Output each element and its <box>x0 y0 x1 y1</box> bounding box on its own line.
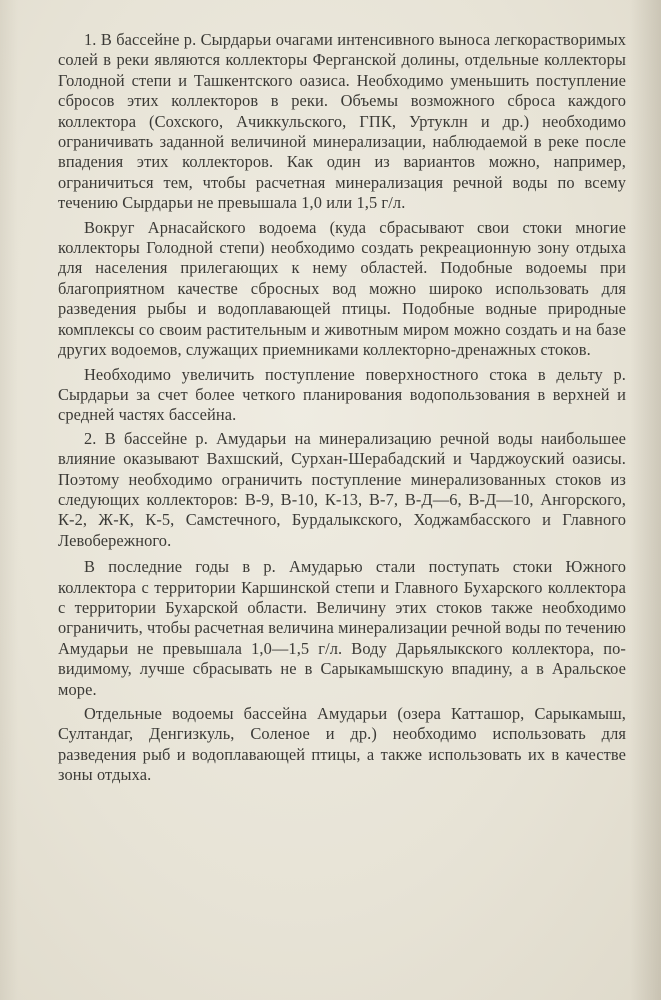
paragraph-amudarya-lakes: Отдельные водоемы бассейна Амударьи (озера Катташор, Сарыкамыш, Султандаг, Денгизкуль, Соленое и др.) необходимо использовать для разведения рыб и водоплавающей птицы, а также использовать их в качестве зоны отдыха. <box>58 704 626 785</box>
paragraph-amudarya-oases: 2. В бассейне р. Амударьи на минерализацию речной воды наибольшее влияние оказывают Вахшский, Сурхан-Шерабадский и Чарджоуский оазисы. Поэтому необходимо ограничить поступление минерализованных стоков из следующих коллекторов: В-9, В-10, К-13, В-7, В-Д—6, В-Д—10, Ангорского, К-2, Ж-К, К-5, Самстечного, Бурдалыкского, Ходжамбасского и Главного Левобережного. <box>58 428 626 550</box>
paragraph-syrdarya-collectors: 1. В бассейне р. Сырдарьи очагами интенсивного выноса легкорастворимых солей в реки являются коллекторы Ферганской долины, отдельные коллекторы Голодной степи и Ташкентского оазиса. Необходимо уменьшить поступление сбросов этих коллекторов в реки. Объемы возможного сброса каждого коллектора (Сохского, Ачиккульского, ГПК, Уртуклн и др.) необходимо ограничивать заданной величиной минерализации, наблюдаемой в реке после впадения этих коллекторов. Как один из вариантов можно, например, ограничиться тем, чтобы расчетная минерализация речной воды по всему течению Сырдарьи не превышала 1,0 или 1,5 г/л. <box>58 30 626 213</box>
paragraph-syrdarya-delta: Необходимо увеличить поступление поверхностного стока в дельту р. Сырдарьи за счет более четкого планирования водопользования в верхней и средней частях бассейна. <box>58 364 626 425</box>
paragraph-arnasay-reservoir: Вокруг Арнасайского водоема (куда сбрасывают свои стоки многие коллекторы Голодной степи) необходимо создать рекреационную зону отдыха для населения прилегающих к нему областей. Подобные водоемы при благоприятном качестве сбросных вод можно широко использовать для разведения рыбы и водоплавающей птицы. Подобные водные природные комплексы со своим растительным и животным миром можно создать и на базе других водоемов, служащих приемниками коллекторно-дренажных стоков. <box>58 217 626 360</box>
page-text <box>58 30 626 790</box>
paragraph-amudarya-new-collectors: В последние годы в р. Амударью стали поступать стоки Южного коллектора с территории Каршинской степи и Главного Бухарского коллектора с территории Бухарской области. Величину этих стоков также необходимо ограничить, чтобы расчетная величина минерализации речной воды по течению Амударьи не превышала 1,0—1,5 г/л. Воду Дарьялыкского коллектора, по-видимому, лучше сбрасывать не в Сарыкамышскую впадину, а в Аральское море. <box>58 557 626 699</box>
